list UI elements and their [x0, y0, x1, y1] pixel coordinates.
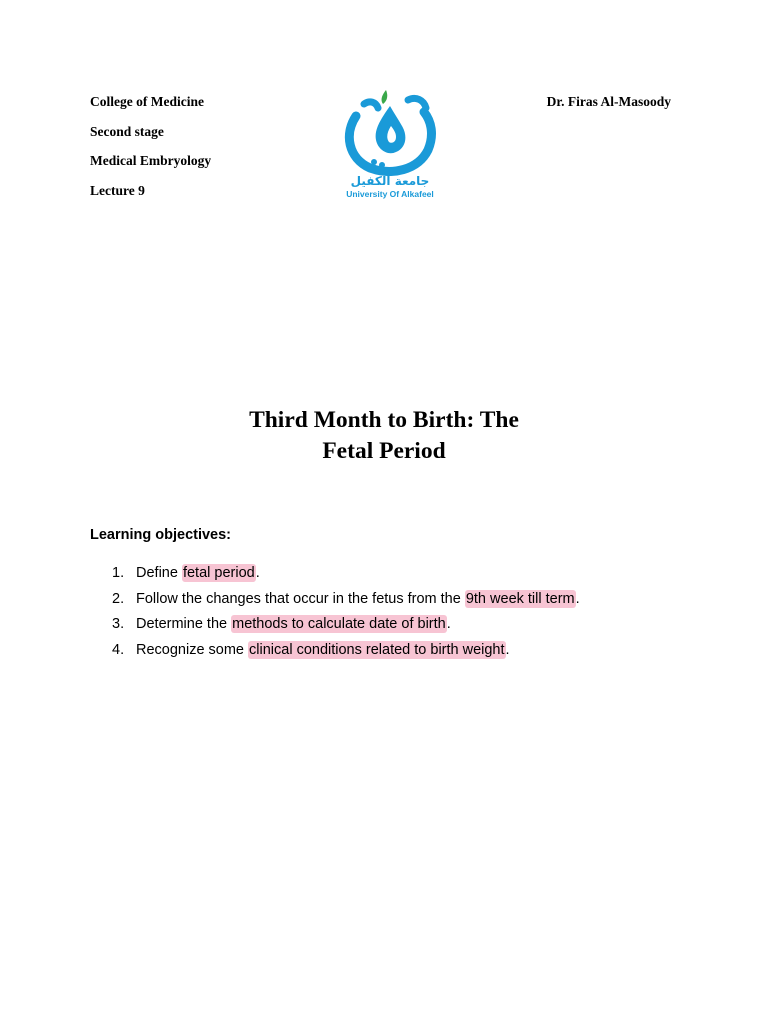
highlighted-text: clinical conditions related to birth weight: [249, 641, 505, 658]
item-text: Determine the: [136, 616, 232, 632]
list-item: [90, 563, 580, 589]
highlighted-text: methods to calculate date of birth: [232, 616, 446, 632]
author-name: Dr. Firas Al-Masoody: [546, 94, 671, 109]
item-text: Follow the changes that occur in the fetus from the: [136, 590, 465, 607]
objectives-list: [90, 563, 580, 665]
college-name: College of Medicine: [90, 94, 204, 109]
item-number: 3.: [112, 616, 125, 632]
item-text: Define: [136, 565, 182, 581]
lecture-number: Lecture 9: [90, 183, 145, 199]
item-punctuation: .: [446, 616, 451, 632]
item-punctuation: .: [505, 641, 510, 658]
logo-english-name: University Of Alkafeel: [346, 189, 434, 199]
lecture-title: [0, 405, 768, 467]
list-item: [90, 640, 580, 666]
stage-label: Second stage: [90, 123, 164, 139]
item-number: 1.: [112, 565, 125, 581]
item-text: Recognize some: [136, 641, 249, 658]
logo-arabic-name: جامعة الكفيل: [350, 174, 430, 188]
list-item: [90, 614, 580, 640]
objectives-heading: Learning objectives:: [90, 527, 232, 543]
item-punctuation: .: [575, 590, 580, 607]
university-logo: [334, 86, 446, 206]
item-number: 2.: [112, 590, 125, 607]
item-punctuation: .: [255, 565, 260, 581]
list-item: [90, 589, 580, 615]
title-line-1: Third Month to Birth: The: [249, 407, 519, 433]
highlighted-text: fetal period: [182, 565, 255, 581]
item-number: 4.: [112, 641, 125, 658]
university-emblem-icon: [334, 86, 446, 176]
subject-name: Medical Embryology: [90, 153, 212, 169]
title-line-2: Fetal Period: [322, 438, 446, 464]
highlighted-text: 9th week till term: [465, 590, 575, 607]
course-info: [90, 93, 211, 212]
